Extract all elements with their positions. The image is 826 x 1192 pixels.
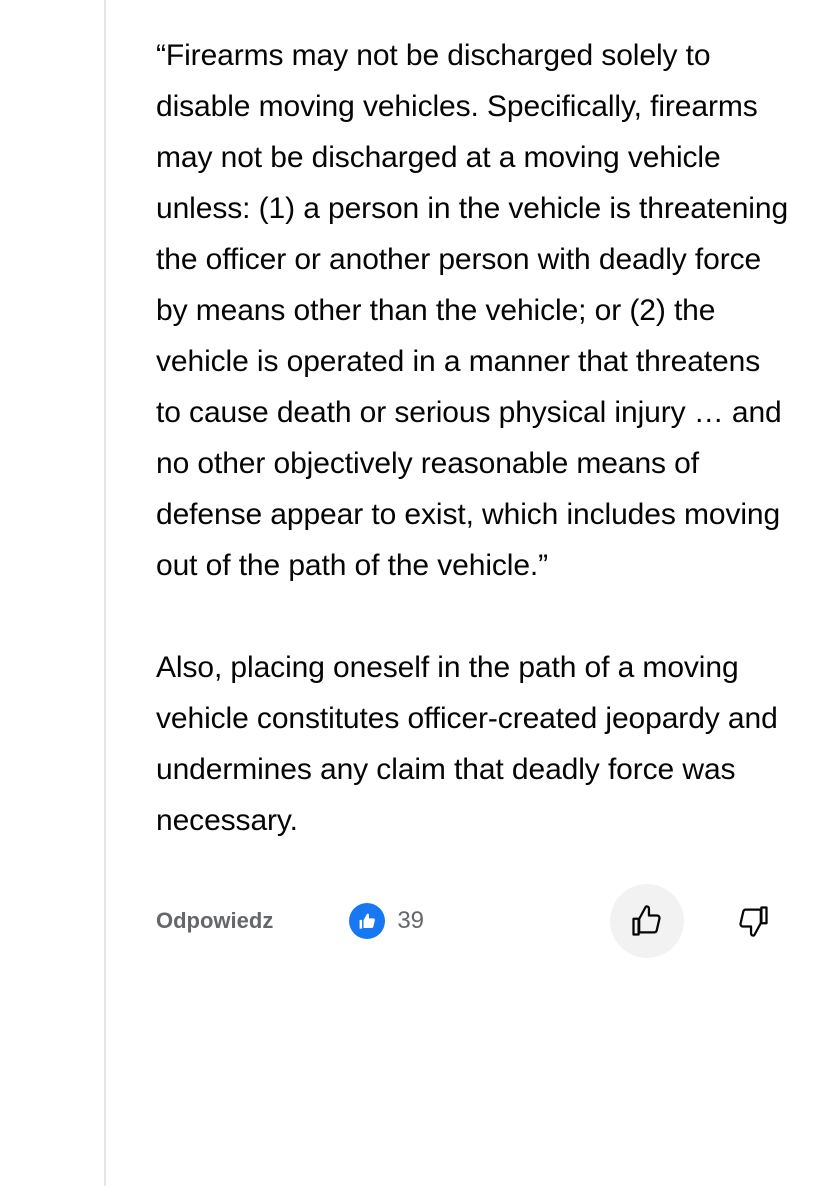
thread-divider-line <box>104 0 106 1192</box>
bottom-edge <box>0 1186 826 1192</box>
thumbs-up-outline-icon <box>629 903 665 939</box>
reaction-count-label: 39 <box>397 907 425 934</box>
comment-paragraph-2: Also, placing oneself in the path of a moving vehicle constitutes officer-created jeopardy and undermines any claim that deadly force was necessary. <box>156 651 778 837</box>
reaction-summary[interactable] <box>349 903 424 939</box>
thumbs-down-outline-icon <box>735 903 771 939</box>
comment-action-bar <box>156 884 790 958</box>
thumbs-up-filled-icon <box>349 903 385 939</box>
upvote-button[interactable] <box>610 884 684 958</box>
comment-container <box>106 0 826 1192</box>
reply-button[interactable]: Odpowiedz <box>156 908 274 933</box>
comment-paragraph-1: “Firearms may not be discharged solely to disable moving vehicles. Specifically, firearms may not be discharged at a moving vehicle unless: (1) a person in the vehicle is threatening the officer or another person with deadly force by means other than the vehicle; or (2) the vehicle is operated in a manner that threatens to cause death or serious physical injury … and no other objectively reasonable means of defense appear to exist, which includes moving out of the path of the vehicle.” <box>156 39 789 582</box>
thread-indent-rail <box>0 0 106 1192</box>
downvote-button[interactable] <box>716 884 790 958</box>
vote-controls <box>610 884 790 958</box>
